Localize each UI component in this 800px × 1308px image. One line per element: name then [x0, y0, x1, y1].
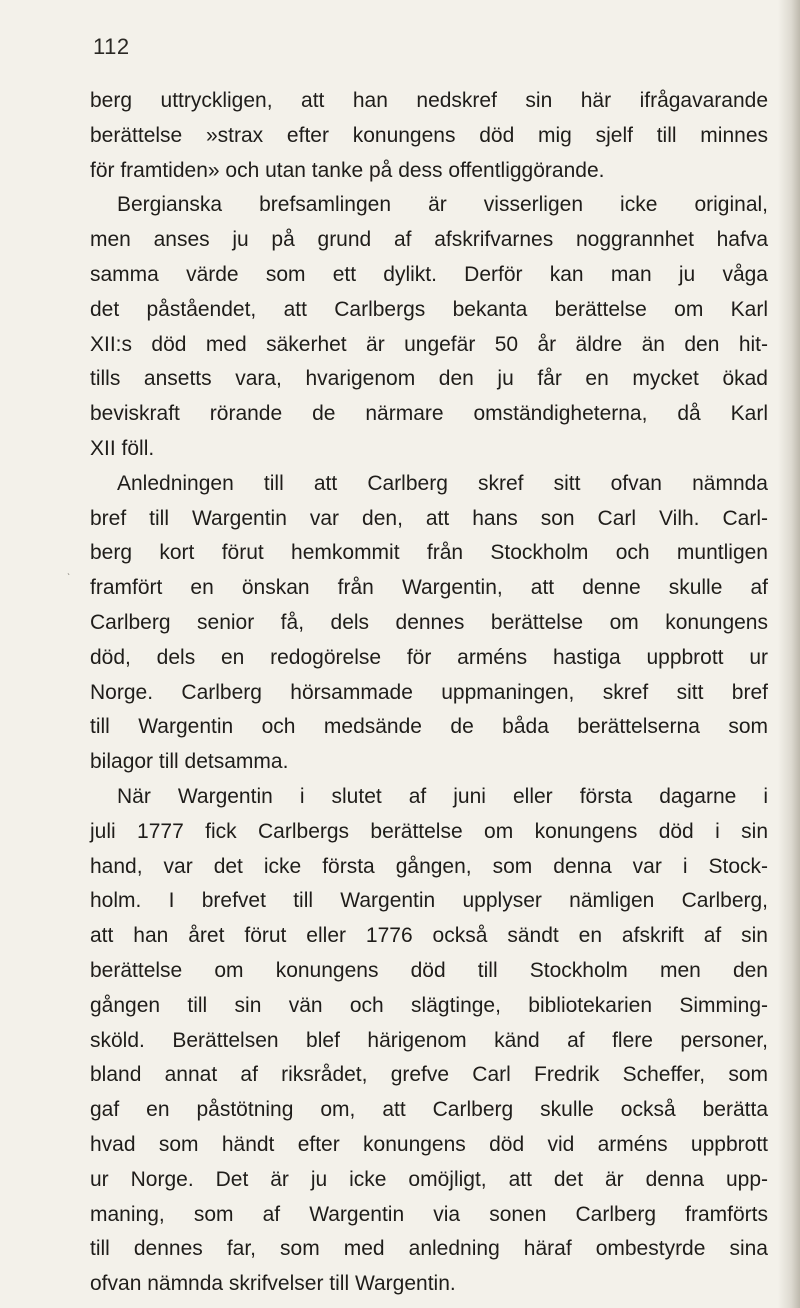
page-edge-shadow	[778, 0, 800, 1308]
text-line: till dennes far, som med anledning häraf ombestyrde sina	[90, 1237, 768, 1261]
text-line: bref till Wargentin var den, att hans son Carl Vilh. Carl-	[90, 506, 768, 530]
text-line: gaf en påstötning om, att Carlberg skulle också berätta	[90, 1098, 768, 1122]
text-line: för framtiden» och utan tanke på dess offentliggörande.	[90, 158, 605, 182]
text-line: men anses ju på grund af afskrifvarnes noggrannhet hafva	[90, 228, 768, 252]
body-text	[90, 84, 768, 1302]
paragraph-2	[90, 188, 768, 466]
text-line: maning, som af Wargentin via sonen Carlberg framförts	[90, 1202, 768, 1226]
text-line: tills ansetts vara, hvarigenom den ju får en mycket ökad	[90, 367, 768, 391]
text-line: Norge. Carlberg hörsammade uppmaningen, skref sitt bref	[90, 680, 768, 704]
text-line: hvad som händt efter konungens död vid arméns uppbrott	[90, 1132, 768, 1156]
text-line: juli 1777 fick Carlbergs berättelse om konungens död i sin	[90, 819, 768, 843]
text-line: till Wargentin och medsände de båda berättelserna som	[90, 715, 768, 739]
text-line: Anledningen till att Carlberg skref sitt ofvan nämnda	[117, 471, 768, 495]
text-line: När Wargentin i slutet af juni eller första dagarne i	[117, 784, 768, 808]
page-number: 112	[93, 34, 130, 59]
text-line: berg uttryckligen, att han nedskref sin här ifrågavarande	[90, 89, 768, 112]
text-line: XII:s död med säkerhet är ungefär 50 år äldre än den hit-	[90, 332, 768, 356]
text-line: framfört en önskan från Wargentin, att denne skulle af	[90, 576, 768, 600]
text-line: att han året förut eller 1776 också sändt en afskrift af sin	[90, 924, 768, 948]
text-line: Bergianska brefsamlingen är visserligen icke original,	[117, 193, 768, 217]
paragraph-1	[90, 84, 768, 188]
text-line: holm. I brefvet till Wargentin upplyser nämligen Carlberg,	[90, 889, 768, 913]
paragraph-4	[90, 780, 768, 1302]
text-line: hand, var det icke första gången, som denna var i Stock-	[90, 854, 768, 878]
text-line: gången till sin vän och slägtinge, bibliotekarien Simming-	[90, 993, 768, 1017]
paragraph-3	[90, 467, 768, 780]
text-line: bland annat af riksrådet, grefve Carl Fredrik Scheffer, som	[90, 1063, 768, 1087]
text-line: Carlberg senior få, dels dennes berättelse om konungens	[90, 610, 768, 634]
text-line: berg kort förut hemkommit från Stockholm och muntligen	[90, 541, 768, 565]
text-line: XII föll.	[90, 436, 155, 460]
text-line: död, dels en redogörelse för arméns hastiga uppbrott ur	[90, 645, 768, 669]
text-line: det påståendet, att Carlbergs bekanta berättelse om Karl	[90, 297, 768, 321]
text-line: bilagor till detsamma.	[90, 750, 289, 774]
text-line: ur Norge. Det är ju icke omöjligt, att det är denna upp-	[90, 1167, 768, 1191]
text-line: beviskraft rörande de närmare omständigheterna, då Karl	[90, 402, 768, 426]
stray-ink-mark: ˋ	[67, 573, 71, 584]
text-line: sköld. Berättelsen blef härigenom känd af flere personer,	[90, 1028, 768, 1052]
text-line: ofvan nämnda skrifvelser till Wargentin.	[90, 1272, 456, 1296]
text-line: berättelse om konungens död till Stockholm men den	[90, 958, 768, 982]
text-line: samma värde som ett dylikt. Derför kan man ju våga	[90, 262, 768, 286]
text-line: berättelse »strax efter konungens död mig sjelf till minnes	[90, 123, 768, 147]
